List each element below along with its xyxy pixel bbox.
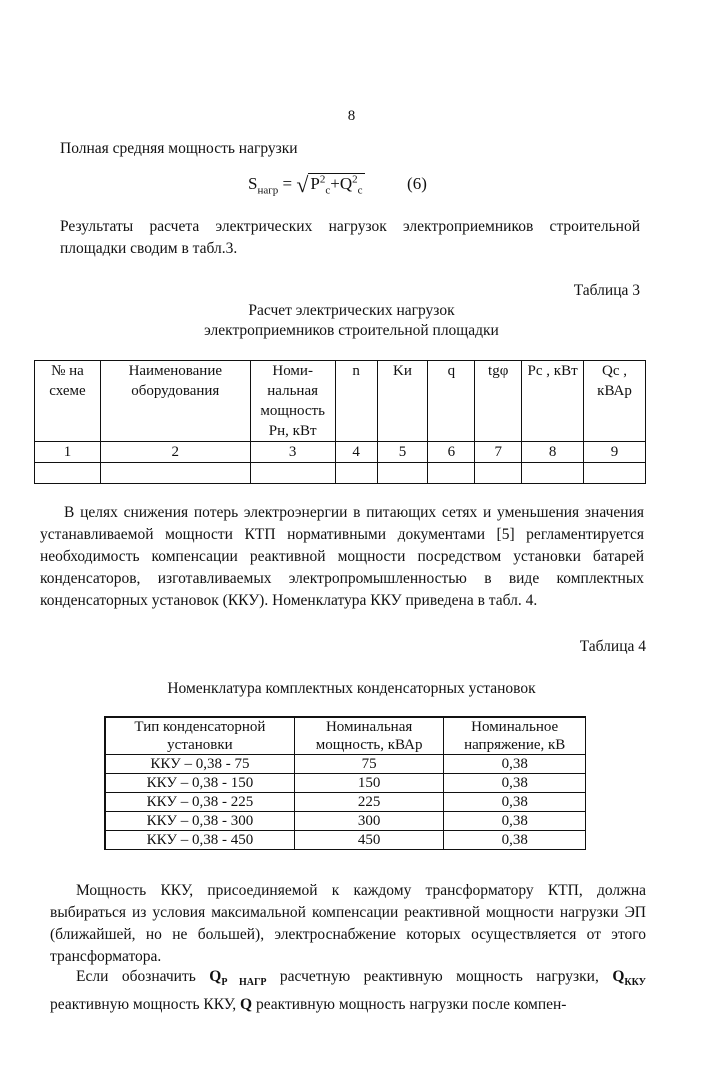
table4-cell-voltage: 0,38 <box>444 755 586 774</box>
table4-header-row <box>105 717 586 755</box>
table-row <box>105 774 586 793</box>
table3-empty-row <box>35 463 646 484</box>
page-number: 8 <box>347 108 356 124</box>
table3-header-qc: Qс , кВАр <box>584 361 646 442</box>
q-kku-symbol: $Q_{ККУ}$ <box>612 968 647 989</box>
table4-cell-voltage: 0,38 <box>444 831 586 850</box>
table3-header-row <box>35 361 646 442</box>
paragraph-2: В целях снижения потерь электроэнергии в питающих сетях и уменьшения значения устанавливаемой мощности КТП нормативными документами [5] регламентируется необходимость компенсации реактивной мощности посредством установки батарей конденсаторов, изготавливаемых электропромышленностью в виде комплектных конденсаторных установок (ККУ). Номенклатура ККУ приведена в табл. 4. <box>40 504 644 609</box>
table4-cell-type: ККУ – 0,38 - 225 <box>105 793 294 812</box>
table3-col-number: 2 <box>100 442 250 463</box>
table-3 <box>34 360 646 484</box>
table4-cell-voltage: 0,38 <box>444 793 586 812</box>
table3-label: Таблица 3 <box>573 282 640 299</box>
table4-cell-power: 225 <box>294 793 444 812</box>
q-load-symbol: $Q_{P НАГР}$ <box>209 968 267 989</box>
table4-cell-type: ККУ – 0,38 - 150 <box>105 774 294 793</box>
table-4 <box>104 716 586 850</box>
table3-col-number: 7 <box>475 442 522 463</box>
sqrt-icon: √ <box>296 172 309 197</box>
table4-title: Номенклатура комплектных конденсаторных установок <box>167 680 536 697</box>
table3-col-number: 8 <box>522 442 584 463</box>
paragraph-1: Результаты расчета электрических нагрузок электроприемников строительной площадки сводим в табл.3. <box>60 218 640 257</box>
table4-label: Таблица 4 <box>579 638 646 655</box>
table-row <box>105 755 586 774</box>
table3-title-line2: электроприемников строительной площадки <box>204 322 499 339</box>
table3-col-number: 9 <box>584 442 646 463</box>
table4-cell-power: 75 <box>294 755 444 774</box>
table4-cell-power: 300 <box>294 812 444 831</box>
table3-col-number: 6 <box>428 442 475 463</box>
intro-text: Полная средняя мощность нагрузки <box>60 140 298 157</box>
table4-header-power: Номинальная мощность, кВАр <box>294 717 444 755</box>
paragraph-3: Мощность ККУ, присоединяемой к каждому трансформатору КТП, должна выбираться из условия максимальной компенсации реактивной мощности нагрузки ЭП (ближайшей, но не большей), электроснабжение которых осуществляется от этого трансформатора. <box>50 882 646 965</box>
table3-col-number: 4 <box>335 442 377 463</box>
table4-header-type: Тип конденсаторной установки <box>105 717 294 755</box>
table3-number-row <box>35 442 646 463</box>
table3-header-name: Наименование оборудования <box>100 361 250 442</box>
table3-col-number: 1 <box>35 442 101 463</box>
table-row <box>105 793 586 812</box>
table4-cell-power: 150 <box>294 774 444 793</box>
table3-header-number: № на схеме <box>35 361 101 442</box>
formula-6: $S_{нагр}$ = √ $P^2_с+Q^2_с$ (6) <box>248 172 427 197</box>
radicand: $P^2_с+Q^2_с$ <box>310 173 363 197</box>
table3-header-q: q <box>428 361 475 442</box>
table3-header-ki: Kи <box>377 361 428 442</box>
paragraph-4: Если обозначить $Q_{P НАГР}$ расчетную реактивную мощность нагрузки, $Q_{ККУ}$ реактивную мощность ККУ, Q реактивную мощность нагрузки после компен- <box>50 968 647 1014</box>
q-symbol: Q <box>240 996 253 1014</box>
table4-cell-type: ККУ – 0,38 - 300 <box>105 812 294 831</box>
table3-header-tg: tgφ <box>475 361 522 442</box>
table3-header-pc: Pс , кВт <box>522 361 584 442</box>
table3-header-rated-power: Номи-нальная мощность Pн, кВт <box>250 361 335 442</box>
table4-cell-type: ККУ – 0,38 - 75 <box>105 755 294 774</box>
table3-title-line1: Расчет электрических нагрузок <box>248 302 455 319</box>
table3-col-number: 5 <box>377 442 428 463</box>
table4-cell-voltage: 0,38 <box>444 774 586 793</box>
table3-header-n: n <box>335 361 377 442</box>
table4-cell-power: 450 <box>294 831 444 850</box>
formula-lhs: S <box>248 174 258 193</box>
table-row <box>105 831 586 850</box>
table-row <box>105 812 586 831</box>
table3-col-number: 3 <box>250 442 335 463</box>
formula-number: (6) <box>407 174 427 193</box>
table4-cell-voltage: 0,38 <box>444 812 586 831</box>
table4-header-voltage: Номинальное напряжение, кВ <box>444 717 586 755</box>
table4-cell-type: ККУ – 0,38 - 450 <box>105 831 294 850</box>
